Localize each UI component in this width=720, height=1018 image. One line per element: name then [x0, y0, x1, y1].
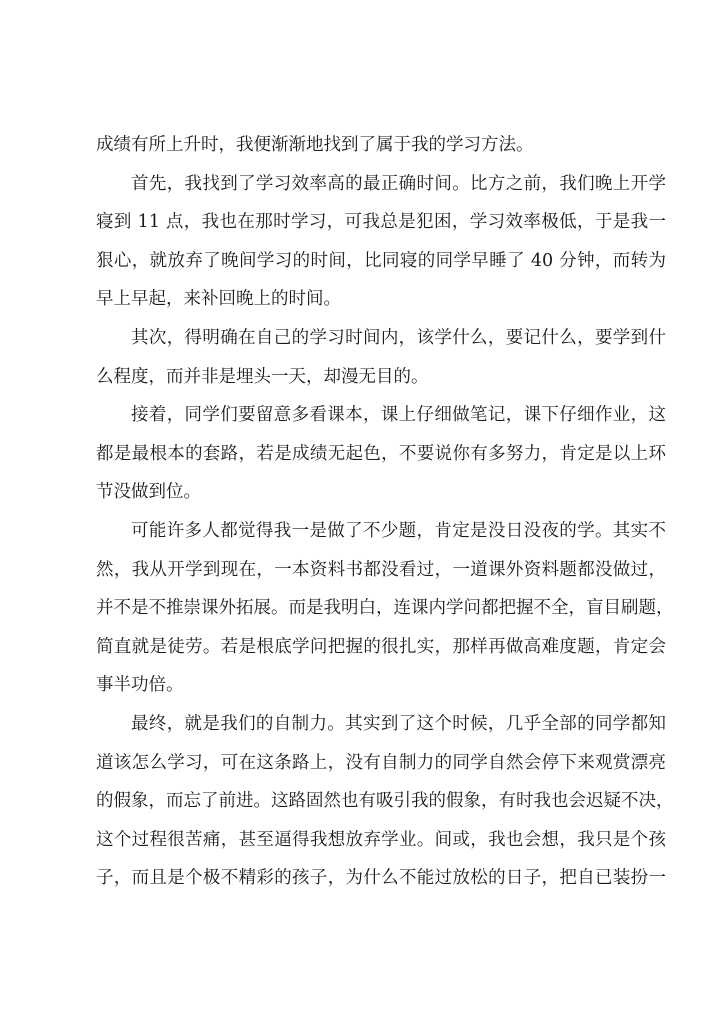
text-line: 寝到 11 点，我也在那时学习，可我总是犯困，学习效率极低，于是我一	[96, 212, 666, 233]
text-line: 的假象，而忘了前进。这路固然也有吸引我的假象，有时我也会迟疑不决，	[96, 791, 674, 812]
text-line: 道该怎么学习，可在这条路上，没有自制力的同学自然会停下来观赏漂亮	[96, 752, 666, 773]
paragraph	[96, 165, 666, 319]
text-line: 事半功倍。	[96, 675, 184, 696]
paragraph	[96, 396, 666, 512]
paragraph	[96, 705, 674, 898]
text-line: 子，而且是个极不精彩的孩子，为什么不能过放松的日子，把自已装扮一	[96, 868, 666, 889]
paragraph	[96, 512, 674, 705]
text-line: 狠心，就放弃了晚间学习的时间，比同寝的同学早睡了 40 分钟，而转为	[96, 250, 666, 271]
text-line: 最终，就是我们的自制力。其实到了这个时候，几乎全部的同学都知	[131, 713, 666, 734]
text-line: 节没做到位。	[96, 482, 201, 503]
text-line: 并不是不推崇课外拓展。而是我明白，连课内学问都把握不全，盲目刷题，	[96, 598, 674, 619]
text-line: 早上早起，来补回晚上的时间。	[96, 289, 341, 310]
text-line: 这个过程很苦痛，甚至逼得我想放弃学业。间或，我也会想，我只是个孩	[96, 829, 666, 850]
text-line: 可能许多人都觉得我一是做了不少题，肯定是没日没夜的学。其实不	[131, 520, 666, 541]
text-line: 简直就是徒劳。若是根底学问把握的很扎实，那样再做高难度题，肯定会	[96, 636, 666, 657]
paragraph	[96, 319, 666, 396]
text-line: 首先，我找到了学习效率高的最正确时间。比方之前，我们晚上开学	[131, 173, 666, 194]
document-body	[96, 126, 674, 898]
paragraph	[96, 126, 666, 165]
text-line: 成绩有所上升时，我便渐渐地找到了属于我的学习方法。	[96, 135, 534, 155]
text-line: 都是最根本的套路，若是成绩无起色，不要说你有多努力，肯定是以上环	[96, 443, 666, 464]
text-line: 么程度，而并非是埋头一天，却漫无目的。	[96, 366, 429, 387]
text-line: 然，我从开学到现在，一本资料书都没看过，一道课外资料题都没做过，	[96, 559, 666, 580]
text-line: 其次，得明确在自己的学习时间内，该学什么，要记什么，要学到什	[131, 327, 666, 348]
text-line: 接着，同学们要留意多看课本，课上仔细做笔记，课下仔细作业，这	[131, 405, 666, 426]
